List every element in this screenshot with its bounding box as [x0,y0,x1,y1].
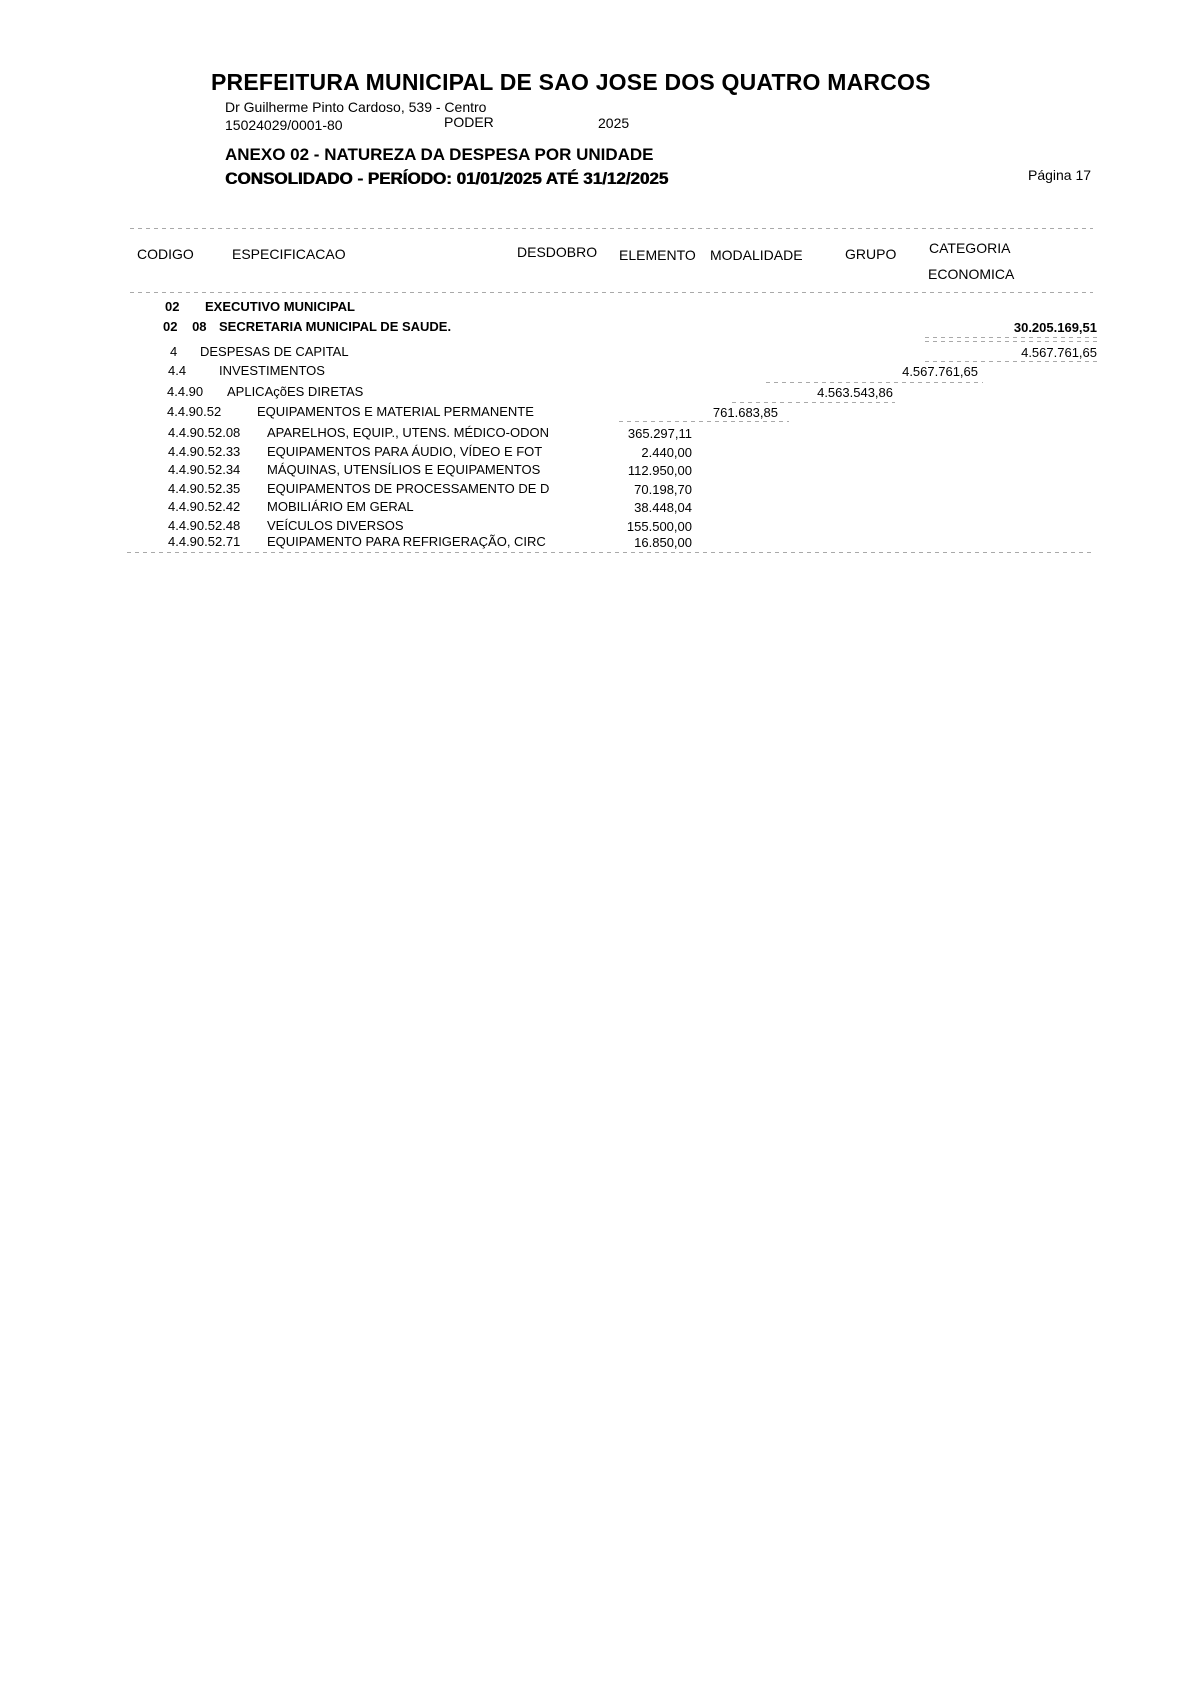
separator-line-categoria-total-2 [925,341,1098,342]
row-spec: APARELHOS, EQUIP., UTENS. MÉDICO-ODON [267,425,549,440]
row-value-desdobro: 365.297,11 [627,426,692,441]
row-code: 02 08 [163,319,207,334]
column-header-codigo: CODIGO [137,246,194,262]
row-spec: VEÍCULOS DIVERSOS [267,518,404,533]
table-row [0,481,1190,498]
separator-line-elemento-value [619,421,789,422]
row-spec: EXECUTIVO MUNICIPAL [205,299,355,314]
row-spec: INVESTIMENTOS [219,363,325,378]
exercise-year: 2025 [598,115,630,131]
poder-label: PODER [444,114,494,130]
row-value-categoria: 4.567.761,65 [1021,345,1097,360]
separator-line-bottom [127,552,1093,553]
separator-line-modalidade-value [732,402,895,403]
row-value-desdobro: 16.850,00 [634,535,692,550]
row-code: 4 [170,344,178,359]
column-header-categoria-line2: ECONOMICA [928,266,1015,282]
column-header-modalidade: MODALIDADE [710,247,803,263]
separator-line-categoria-value [925,361,1098,362]
address-line: Dr Guilherme Pinto Cardoso, 539 - Centro [225,99,487,115]
separator-line-under-header [130,292,1093,293]
column-header-grupo: GRUPO [845,246,897,262]
row-value-desdobro: 70.198,70 [634,482,692,497]
table-row [0,534,1190,551]
row-value-desdobro: 2.440,00 [641,445,692,460]
separator-line-top [130,228,1093,229]
table-row [0,462,1190,479]
separator-line-grupo-value [766,382,983,383]
row-value-grupo: 4.567.761,65 [902,364,978,379]
table-row [0,425,1190,442]
row-code: 4.4.90.52.42 [168,499,241,514]
row-value-elemento: 761.683,85 [712,405,778,420]
column-header-desdobro: DESDOBRO [517,244,598,260]
row-spec: DESPESAS DE CAPITAL [200,344,349,359]
row-spec: EQUIPAMENTOS E MATERIAL PERMANENTE [257,404,534,419]
row-code: 4.4.90.52.34 [168,462,241,477]
row-code: 4.4.90 [167,384,204,399]
column-header-especificacao: ESPECIFICACAO [232,246,346,262]
table-row [0,384,1190,401]
column-header-elemento: ELEMENTO [619,247,696,263]
row-spec: EQUIPAMENTO PARA REFRIGERAÇÃO, CIRC [267,534,546,549]
row-spec: SECRETARIA MUNICIPAL DE SAUDE. [219,319,452,334]
row-code: 4.4.90.52.71 [168,534,241,549]
row-code: 4.4.90.52.48 [168,518,241,533]
table-row [0,404,1190,421]
report-title: PREFEITURA MUNICIPAL DE SAO JOSE DOS QUATRO MARCOS [211,69,931,95]
period-title: CONSOLIDADO - PERÍODO: 01/01/2025 ATÉ 31/12/2025 [225,169,669,188]
row-code: 4.4.90.52.33 [168,444,241,459]
table-row [0,344,1190,361]
row-value-categoria: 30.205.169,51 [1013,320,1097,335]
row-value-desdobro: 155.500,00 [626,519,692,534]
row-spec: MÁQUINAS, UTENSÍLIOS E EQUIPAMENTOS [267,462,541,477]
table-row [0,518,1190,535]
row-value-modalidade: 4.563.543,86 [817,385,893,400]
column-header-categoria-line1: CATEGORIA [929,240,1011,256]
cnpj-number: 15024029/0001-80 [225,117,343,133]
row-value-desdobro: 112.950,00 [627,463,692,478]
table-row [0,299,1190,316]
table-row [0,444,1190,461]
annex-title: ANEXO 02 - NATUREZA DA DESPESA POR UNIDADE [225,145,654,164]
row-code: 4.4 [168,363,187,378]
row-spec: MOBILIÁRIO EM GERAL [267,499,414,514]
row-value-desdobro: 38.448,04 [634,500,692,515]
table-row [0,499,1190,516]
row-spec: EQUIPAMENTOS PARA ÁUDIO, VÍDEO E FOT [267,444,543,459]
row-code: 4.4.90.52 [167,404,222,419]
page-number: Página 17 [1028,167,1092,183]
row-code: 02 [165,299,180,314]
row-code: 4.4.90.52.35 [168,481,241,496]
table-row [0,319,1190,336]
row-spec: EQUIPAMENTOS DE PROCESSAMENTO DE D [267,481,550,496]
row-spec: APLICAçõES DIRETAS [227,384,364,399]
row-code: 4.4.90.52.08 [168,425,241,440]
table-row [0,363,1190,380]
separator-line-categoria-total-1 [925,337,1098,338]
